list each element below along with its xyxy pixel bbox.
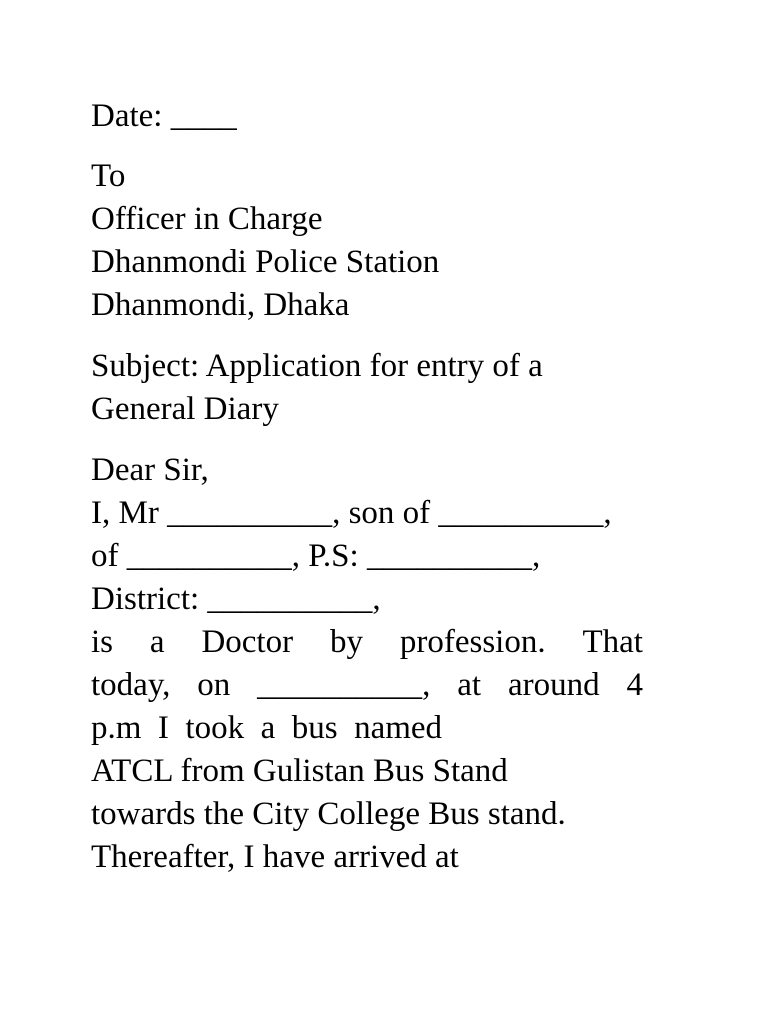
body-line-9: Thereafter, I have arrived at <box>91 839 459 875</box>
body-line-4-word: profession. <box>399 624 546 660</box>
body-line-5-word: around <box>507 667 600 703</box>
body-line-5-word: on <box>197 667 231 703</box>
recipient-location: Dhanmondi, Dhaka <box>91 287 350 323</box>
body-line-4-word: Doctor <box>201 624 294 660</box>
body-line-8: towards the City College Bus stand. <box>91 796 566 832</box>
body-line-4-word: a <box>149 624 165 660</box>
body-line-7: ATCL from Gulistan Bus Stand <box>91 753 508 789</box>
recipient-station: Dhanmondi Police Station <box>91 244 440 280</box>
body-line-5-word: 4 <box>626 667 643 703</box>
body-line-5-word: at <box>457 667 482 703</box>
date-line: Date: ____ <box>91 98 237 134</box>
recipient-to: To <box>91 158 126 194</box>
body-line-3: District: __________, <box>91 581 381 617</box>
body-line-4-word: That <box>582 624 643 660</box>
body-line-5 <box>91 669 643 702</box>
body-line-6: p.m I took a bus named <box>91 710 443 746</box>
recipient-title: Officer in Charge <box>91 201 323 237</box>
body-line-4-word: is <box>91 624 114 660</box>
body-line-1: I, Mr __________, son of __________, <box>91 495 612 531</box>
subject-line-1: Subject: Application for entry of a <box>91 348 543 384</box>
salutation: Dear Sir, <box>91 452 209 488</box>
subject-line-2: General Diary <box>91 391 279 427</box>
body-line-5-word: __________, <box>257 667 431 703</box>
body-line-5-word: today, <box>91 667 171 703</box>
body-line-4-word: by <box>329 624 363 660</box>
body-line-2: of __________, P.S: __________, <box>91 538 541 574</box>
body-line-4 <box>91 626 643 659</box>
